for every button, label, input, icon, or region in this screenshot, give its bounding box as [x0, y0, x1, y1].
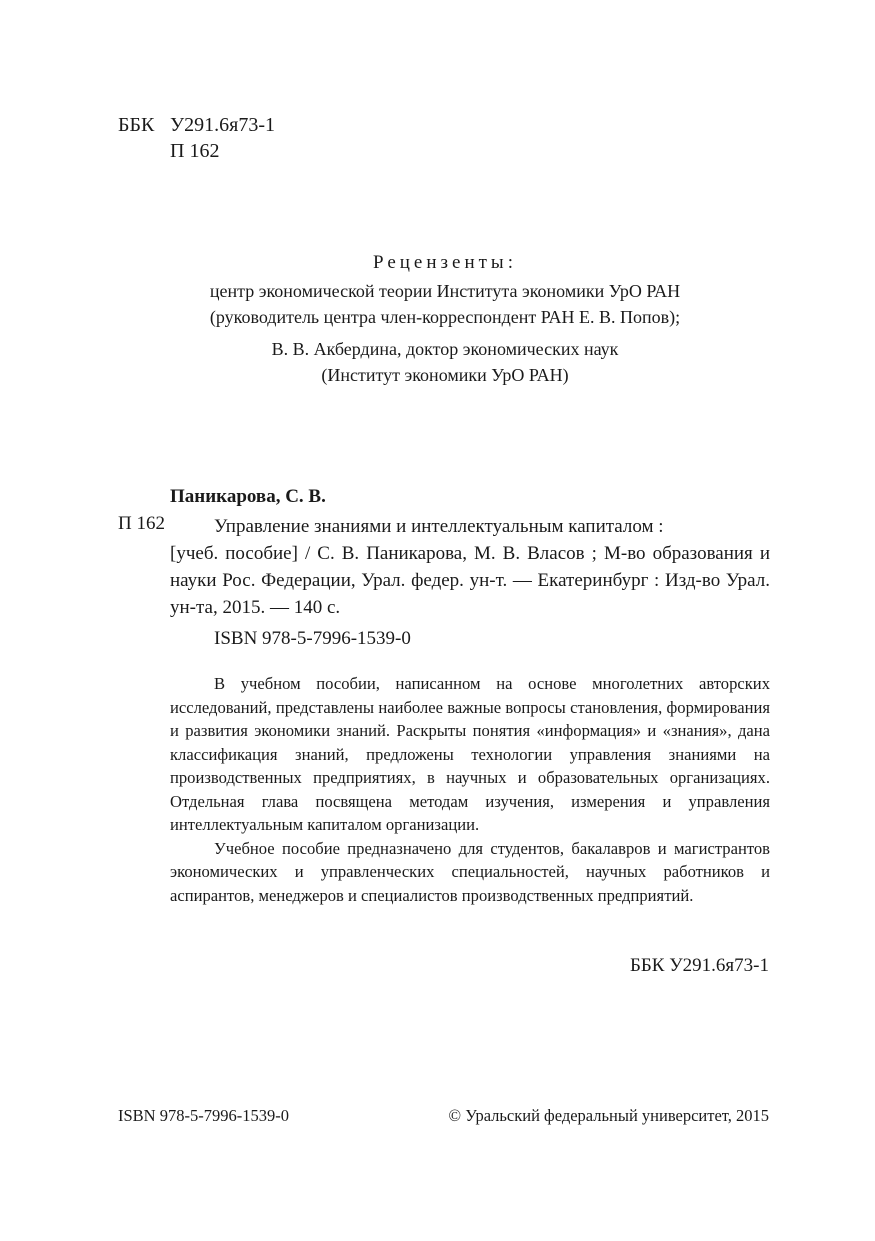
bbk-label: ББК [118, 114, 155, 136]
author-mark: П 162 [170, 140, 220, 162]
record-isbn: ISBN 978-5-7996-1539-0 [214, 628, 411, 649]
reviewer-line: центр экономической теории Института экономики УрО РАН [209, 281, 681, 301]
description-continuation: [учеб. пособие] / С. В. Паникарова, М. В. Власов ; М-во образования и науки Рос. Федерации, Урал. федер. ун-т. — Екатеринбург : Изд-во Урал. ун-та, 2015. — 140 с. [170, 543, 770, 618]
reviewer-line: (руководитель центра член-корреспондент РАН Е. В. Попов); [209, 307, 681, 327]
footer-isbn: ISBN 978-5-7996-1539-0 [118, 1106, 289, 1125]
reviewer-line: (Институт экономики УрО РАН) [321, 365, 569, 385]
bbk-bottom: ББК У291.6я73-1 [629, 955, 769, 976]
description-first-line: Управление знаниями и интеллектуальным капиталом : [214, 516, 664, 537]
record-description [170, 513, 770, 621]
record-author: Паникарова, С. В. [170, 486, 326, 507]
reviewers-title: Рецензенты: [373, 252, 517, 273]
bbk-code: У291.6я73-1 [170, 114, 276, 136]
abstract-paragraph: В учебном пособии, написанном на основе многолетних авторских исследований, представлены наиболее важные вопросы становления, формирования и развития экономики знаний. Раскрыты понятия «информация» и «знания», дана классификация знаний, предложены технологии управления знаниями на производственных предприятиях, в научных и образовательных организациях. Отдельная глава посвящена методам изучения, измерения и управления интеллектуальным капиталом организации. [170, 674, 770, 834]
reviewers-block [100, 250, 790, 388]
reviewer-line: В. В. Акбердина, доктор экономических наук [271, 339, 619, 359]
record-index: П 162 [118, 513, 165, 534]
copyright: © Уральский федеральный университет, 2015 [448, 1106, 769, 1125]
abstract [170, 672, 770, 907]
abstract-paragraph: Учебное пособие предназначено для студентов, бакалавров и магистрантов экономических и управленческих специальностей, научных работников и аспирантов, менеджеров и специалистов производственных предприятий. [170, 838, 770, 905]
bbk-block [118, 112, 275, 164]
